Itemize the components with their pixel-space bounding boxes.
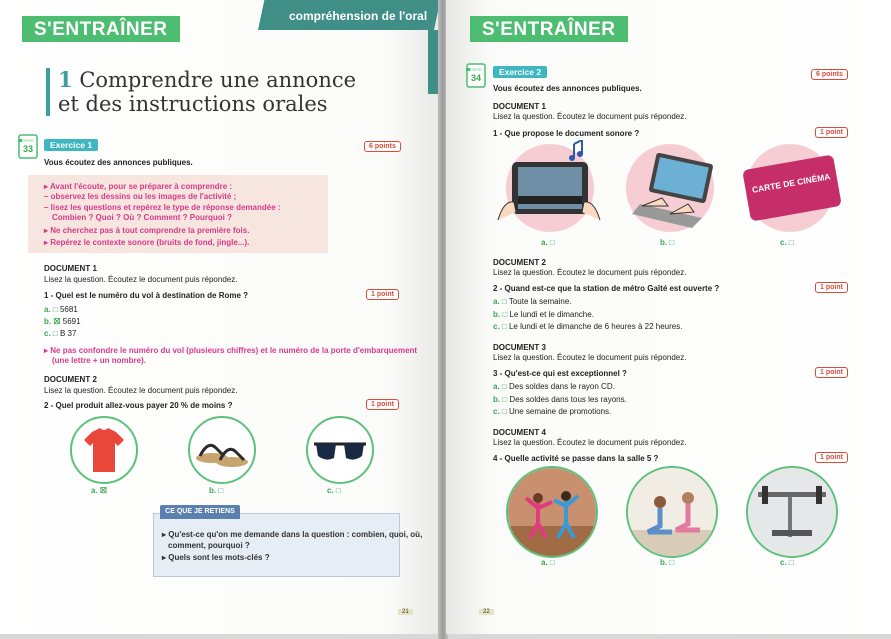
question-2: 2 - Quand est-ce que la station de métro Gaîté est ouverte ? <box>493 284 720 293</box>
right-page <box>446 0 891 634</box>
question-4-points: 1 point <box>815 452 848 463</box>
laptop-image <box>626 144 714 232</box>
dance-icon <box>508 468 596 556</box>
image-answer[interactable]: c. □ <box>327 486 341 495</box>
piste-number: 33 <box>22 144 34 154</box>
tip-line: Combien ? Quoi ? Où ? Comment ? Pourquoi ? <box>52 213 232 222</box>
sunglasses-image <box>306 416 374 484</box>
lesson-number: 1 <box>58 67 73 92</box>
answer-option[interactable]: b. □ Le lundi et le dimanche. <box>493 310 594 319</box>
left-page <box>0 0 440 634</box>
page-number: 21 <box>398 609 413 615</box>
sandals-image <box>188 416 256 484</box>
exercise-1-points: 6 points <box>364 141 401 152</box>
remember-line: comment, pourquoi ? <box>168 541 250 550</box>
lesson-title-line1: Comprendre une annonce <box>79 68 357 92</box>
tshirt-icon <box>72 418 136 482</box>
doc1-title: DOCUMENT 1 <box>493 102 546 111</box>
answer-option[interactable]: c. □ Une semaine de promotions. <box>493 407 612 416</box>
sunglasses-icon <box>308 418 372 482</box>
remember-line: ▸ Qu'est-ce qu'on me demande dans la question : combien, quoi, où, <box>162 530 423 539</box>
tablet-video-image <box>506 144 594 232</box>
doc4-title: DOCUMENT 4 <box>493 428 546 437</box>
question-2: 2 - Quel produit allez-vous payer 20 % de moins ? <box>44 401 233 410</box>
question-1: 1 - Que propose le document sonore ? <box>493 129 640 138</box>
question-1: 1 - Quel est le numéro du vol à destination de Rome ? <box>44 291 249 300</box>
doc1-instruction: Lisez la question. Écoutez le document puis répondez. <box>44 275 238 284</box>
remember-line: ▸ Quels sont les mots-clés ? <box>162 553 270 562</box>
yoga-icon <box>628 468 716 556</box>
right-section-banner: S'ENTRAÎNER <box>470 16 628 42</box>
answer-option[interactable]: c. □ B 37 <box>44 329 77 338</box>
question-2-points: 1 point <box>815 282 848 293</box>
image-answer[interactable]: b. □ <box>660 238 675 247</box>
note-line: (une lettre + un nombre). <box>52 356 147 365</box>
doc3-title: DOCUMENT 3 <box>493 343 546 352</box>
doc1-instruction: Lisez la question. Écoutez le document puis répondez. <box>493 112 687 121</box>
tip-line: ▸ Ne cherchez pas à tout comprendre la première fois. <box>44 226 250 235</box>
question-3: 3 - Qu'est-ce qui est exceptionnel ? <box>493 369 627 378</box>
image-answer[interactable]: a. □ <box>541 238 555 247</box>
tip-line: – observez les dessins ou les images de l'activité ; <box>44 192 237 201</box>
question-3-points: 1 point <box>815 367 848 378</box>
exercise-2-intro: Vous écoutez des annonces publiques. <box>493 84 642 93</box>
gym-icon <box>748 468 836 556</box>
answer-option[interactable]: c. □ Le lundi et le dimanche de 6 heures à 22 heures. <box>493 322 683 331</box>
note-line: ▸ Ne pas confondre le numéro du vol (plusieurs chiffres) et le numéro de la porte d'embarquement <box>44 346 418 355</box>
answer-option[interactable]: a. □ 5681 <box>44 305 78 314</box>
tip-line: – lisez les questions et repérez le type de réponse demandée : <box>44 203 281 212</box>
image-answer[interactable]: a. ☒ <box>91 486 108 495</box>
answer-option[interactable]: a. □ Toute la semaine. <box>493 297 572 306</box>
lesson-title-line2: et des instructions orales <box>58 92 328 116</box>
audio-track-icon[interactable] <box>18 133 38 159</box>
image-answer[interactable]: a. □ <box>541 558 555 567</box>
doc1-title: DOCUMENT 1 <box>44 264 97 273</box>
exercise-1-label: Exercice 1 <box>44 139 98 151</box>
answer-option[interactable]: a. □ Des soldes dans le rayon CD. <box>493 382 615 391</box>
page-number: 22 <box>479 609 494 615</box>
tip-line: ▸ Avant l'écoute, pour se préparer à comprendre : <box>44 182 233 191</box>
tip-line: ▸ Repérez le contexte sonore (bruits de fond, jingle...). <box>44 238 250 247</box>
sandals-icon <box>190 418 254 482</box>
doc4-instruction: Lisez la question. Écoutez le document puis répondez. <box>493 438 687 447</box>
topic-band <box>258 0 440 30</box>
topic-label: compréhension de l'oral <box>288 9 427 23</box>
doc2-instruction: Lisez la question. Écoutez le document puis répondez. <box>44 386 238 395</box>
image-answer[interactable]: c. □ <box>780 238 794 247</box>
answer-option[interactable]: b. □ Des soldes dans tous les rayons. <box>493 395 627 404</box>
exercise-2-points: 6 points <box>811 69 848 80</box>
exercise-1-intro: Vous écoutez des annonces publiques. <box>44 158 193 167</box>
yoga-class-image <box>626 466 718 558</box>
dance-class-image <box>506 466 598 558</box>
question-1-points: 1 point <box>366 289 399 300</box>
piste-label: PISTE <box>470 67 482 72</box>
card-icon <box>742 144 842 234</box>
answer-option[interactable]: b. ☒ 5691 <box>44 317 81 326</box>
card-text: CARTE DE CINÉMA <box>751 171 832 195</box>
gym-machine-image <box>746 466 838 558</box>
image-answer[interactable]: b. □ <box>209 486 224 495</box>
remember-title: CE QUE JE RETIENS <box>160 505 240 519</box>
doc2-title: DOCUMENT 2 <box>493 258 546 267</box>
doc3-instruction: Lisez la question. Écoutez le document puis répondez. <box>493 353 687 362</box>
image-answer[interactable]: b. □ <box>660 558 675 567</box>
laptop-icon <box>622 144 722 234</box>
doc2-instruction: Lisez la question. Écoutez le document puis répondez. <box>493 268 687 277</box>
audio-track-icon[interactable] <box>466 62 486 88</box>
lesson-title <box>46 68 356 116</box>
question-1-points: 1 point <box>815 127 848 138</box>
question-4: 4 - Quelle activité se passe dans la salle 5 ? <box>493 454 659 463</box>
image-answer[interactable]: c. □ <box>780 558 794 567</box>
question-2-points: 1 point <box>366 399 399 410</box>
doc2-title: DOCUMENT 2 <box>44 375 97 384</box>
tablet-icon <box>494 140 604 230</box>
piste-label: PISTE <box>22 138 34 143</box>
piste-number: 34 <box>470 73 482 83</box>
exercise-2-label: Exercice 2 <box>493 66 547 78</box>
left-section-banner: S'ENTRAÎNER <box>22 16 180 42</box>
cinema-card-image <box>746 144 834 232</box>
tshirt-image <box>70 416 138 484</box>
